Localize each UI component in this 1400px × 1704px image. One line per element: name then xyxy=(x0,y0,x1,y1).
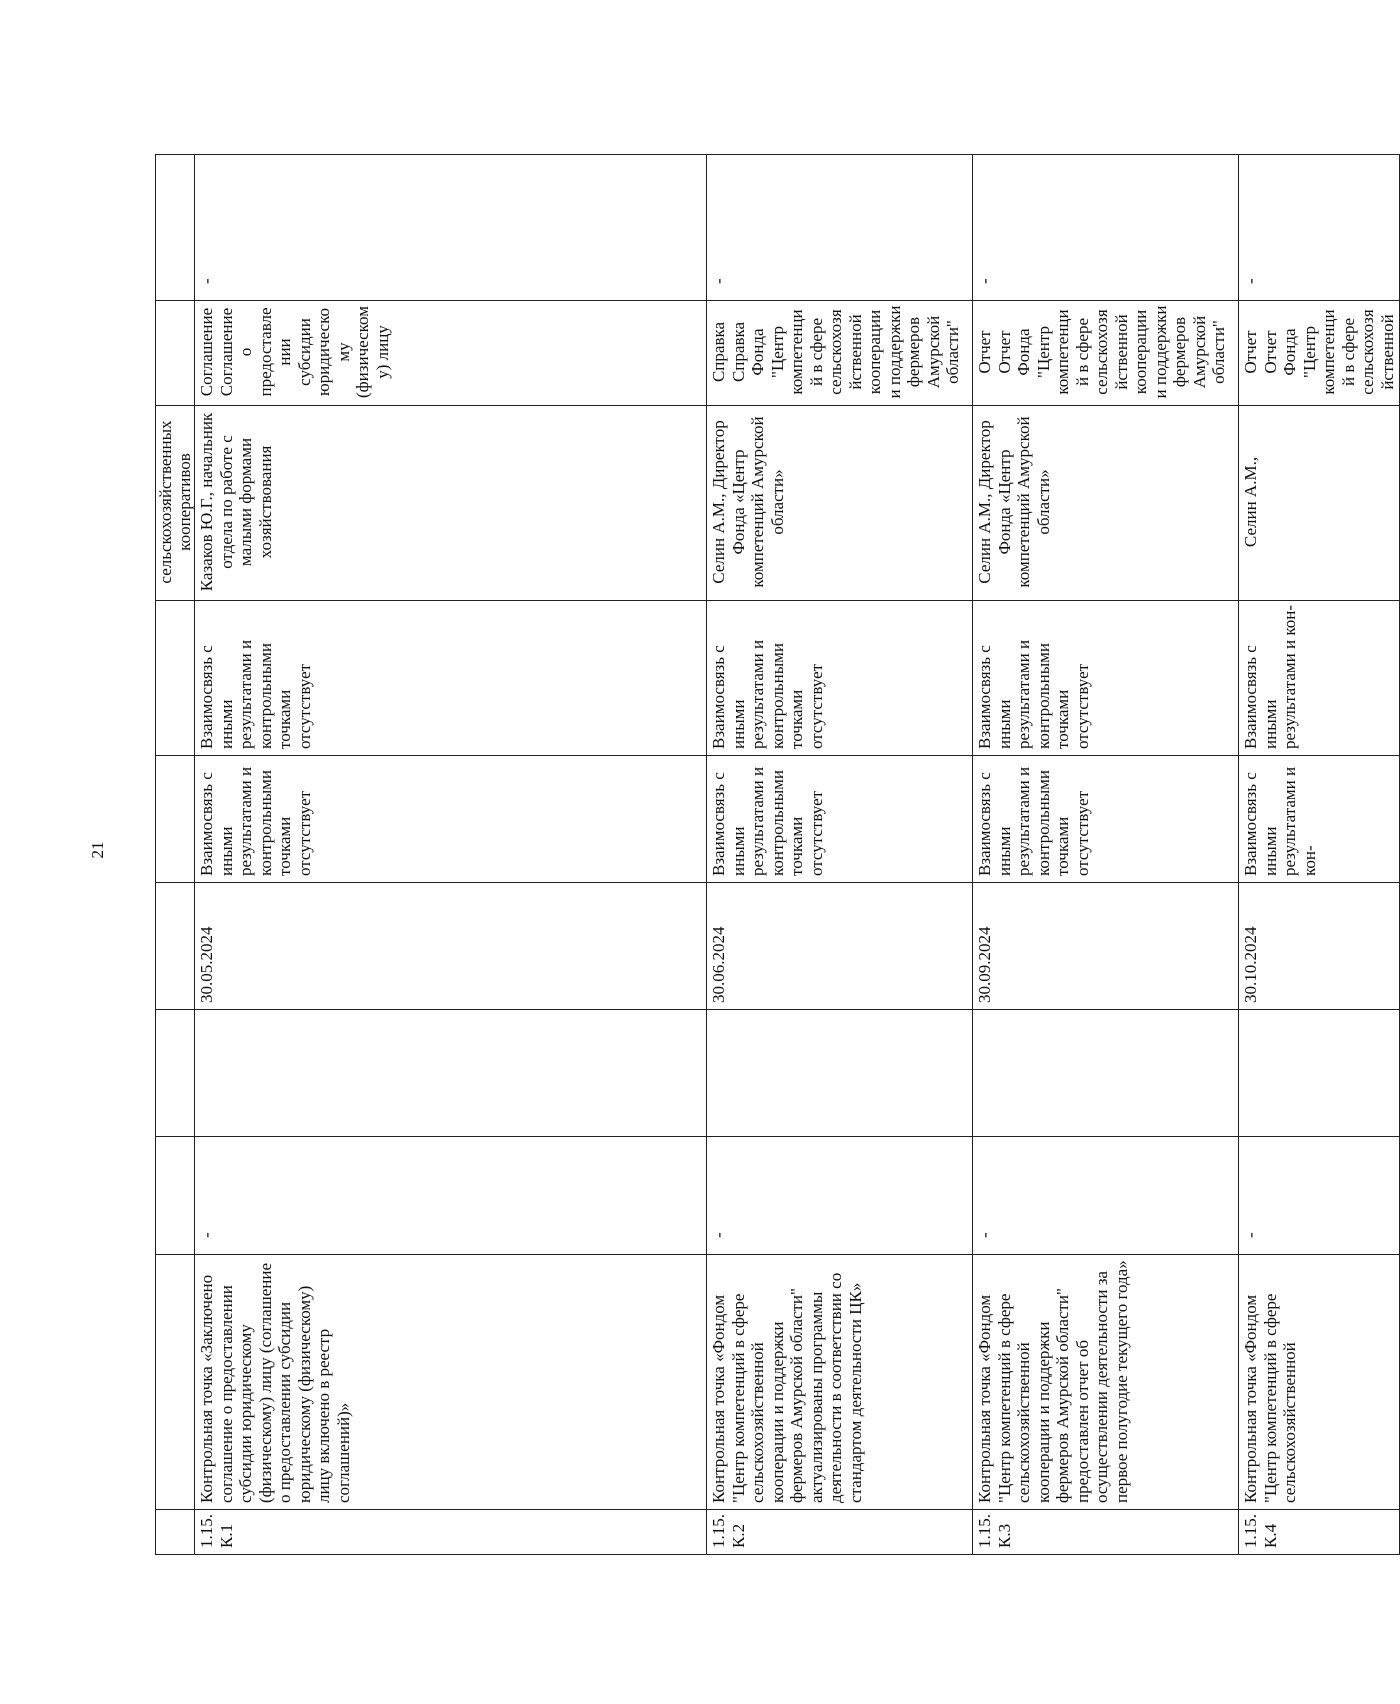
empty-cell xyxy=(707,1010,973,1137)
control-point-text: Контрольная точка «Фондом "Центр компетенций в сфере сельскохозяйственной xyxy=(1239,1255,1400,1510)
control-point-text: Контрольная точка «Фондом "Центр компетенций в сфере сельскохозяйственной кооперации и поддержки фермеров Амурской области" предоставлен отчет об осуществлении деятельности за первое полугодие текущего года» xyxy=(973,1255,1239,1510)
dash-cell: - xyxy=(195,155,707,301)
successor-link: Взаимосвязь с иными результатами и контрольными точками отсутствует xyxy=(707,601,973,756)
responsible-person: Селин А.М., Директор Фонда «Центр компетенций Амурской области» xyxy=(707,406,973,601)
successor-link: Взаимосвязь с иными результатами и контрольными точками отсутствует xyxy=(195,601,707,756)
empty-cell xyxy=(195,1010,707,1137)
row-id: 1.15. К.4 xyxy=(1239,1510,1400,1555)
document-type: Справка xyxy=(709,321,728,383)
document-cell xyxy=(973,301,1239,406)
control-point-text: Контрольная точка «Заключено соглашение о предоставлении субсидии юридическому (физическому) лицу (соглашение о предоставлении субсидии юридическому (физическому) лицу включено в реестр соглашений)» xyxy=(195,1255,707,1510)
control-points-table xyxy=(155,154,1400,1555)
due-date: 30.05.2024 xyxy=(195,883,707,1010)
row-id: 1.15. К.3 xyxy=(973,1510,1239,1555)
document-description: Отчет Фонда "Центр компетенций в сфере сельскохозяйственной xyxy=(1260,309,1397,395)
document-description: Отчет Фонда "Центр компетенций в сфере сельскохозяйственной кооперации и поддержки фермеров Амурской области" xyxy=(994,305,1228,399)
responsible-person: Селин А.М., xyxy=(1239,406,1400,601)
document-type: Соглашение xyxy=(197,307,216,397)
dash-cell: - xyxy=(1239,1137,1400,1255)
table-row xyxy=(195,155,707,1555)
responsible-person: Селин А.М., Директор Фонда «Центр компетенций Амурской области» xyxy=(973,406,1239,601)
document-description: Справка Фонда "Центр компетенций в сфере сельскохозяйственной кооперации и поддержки фермеров Амурской области" xyxy=(728,305,962,399)
table-row xyxy=(1239,155,1400,1555)
empty-cell xyxy=(973,1010,1239,1137)
page-number: 21 xyxy=(88,841,107,859)
row-id: 1.15. К.2 xyxy=(707,1510,973,1555)
control-point-text: Контрольная точка «Фондом "Центр компетенций в сфере сельскохозяйственной кооперации и поддержки фермеров Амурской области" актуализированы программы деятельности в соответствии со стандартом деятельности ЦК» xyxy=(707,1255,973,1510)
row-id: 1.15. К.1 xyxy=(195,1510,707,1555)
continued-header-cell: сельскохозяйственных кооперативов xyxy=(156,406,195,601)
successor-link: Взаимосвязь с иными результатами и контрольными точками отсутствует xyxy=(973,601,1239,756)
due-date: 30.09.2024 xyxy=(973,883,1239,1010)
dash-cell: - xyxy=(1239,155,1400,301)
table-row xyxy=(707,155,973,1555)
predecessor-link: Взаимосвязь с иными результатами и контрольными точками отсутствует xyxy=(195,756,707,883)
control-points-table-rotated xyxy=(155,155,1397,1555)
predecessor-link: Взаимосвязь с иными результатами и кон- xyxy=(1239,756,1400,883)
predecessor-link: Взаимосвязь с иными результатами и контрольными точками отсутствует xyxy=(973,756,1239,883)
empty-cell xyxy=(1239,1010,1400,1137)
document-type: Отчет xyxy=(1241,330,1260,374)
responsible-person: Казаков Ю.Г., начальник отдела по работе с малыми формами хозяйствования xyxy=(195,406,707,601)
table-row xyxy=(973,155,1239,1555)
dash-cell: - xyxy=(195,1137,707,1255)
document-cell xyxy=(1239,301,1400,406)
document-cell xyxy=(195,301,707,406)
due-date: 30.10.2024 xyxy=(1239,883,1400,1010)
dash-cell: - xyxy=(707,155,973,301)
dash-cell: - xyxy=(707,1137,973,1255)
successor-link: Взаимосвязь с иными результатами и кон- xyxy=(1239,601,1400,756)
dash-cell: - xyxy=(973,1137,1239,1255)
dash-cell: - xyxy=(973,155,1239,301)
due-date: 30.06.2024 xyxy=(707,883,973,1010)
continuation-row xyxy=(156,155,195,1555)
document-description: Соглашение о предоставлении субсидии юридическому (физическому) лицу xyxy=(216,306,392,398)
document-type: Отчет xyxy=(975,330,994,374)
predecessor-link: Взаимосвязь с иными результатами и контрольными точками отсутствует xyxy=(707,756,973,883)
document-cell xyxy=(707,301,973,406)
